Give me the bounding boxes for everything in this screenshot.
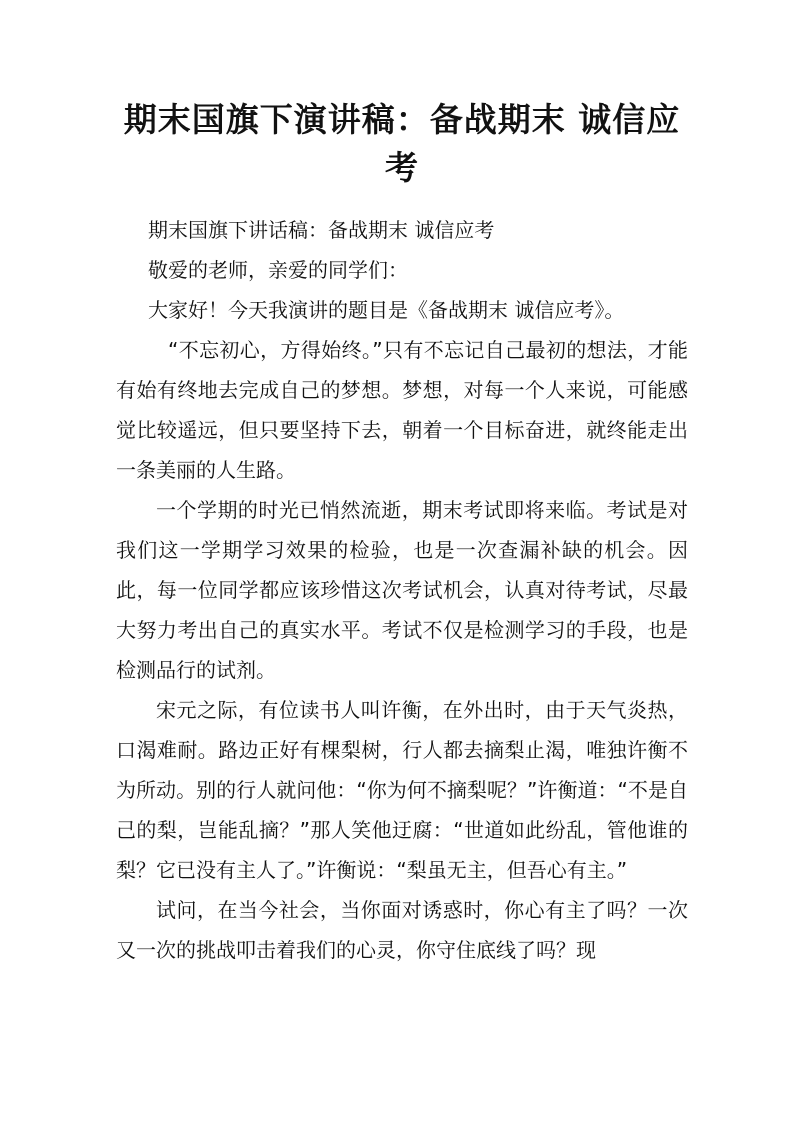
- paragraph-subtitle: 期末国旗下讲话稿：备战期末 诚信应考: [148, 218, 495, 242]
- document-page: [116, 96, 688, 970]
- document-title: 期末国旗下演讲稿：备战期末 诚信应考: [123, 100, 681, 187]
- document-body: [116, 210, 688, 970]
- paragraph-quote: “不忘初心，方得始终。”只有不忘记自己最初的想法，才能有始有终地去完成自己的梦想。梦想，对每一个人来说，可能感觉比较遥远，但只要坚持下去，朝着一个目标奋进，就终能走出一条美丽的人生路。: [116, 338, 688, 482]
- paragraph-question: 试问，在当今社会，当你面对诱惑时，你心有主了吗？一次又一次的挑战叩击着我们的心灵，你守住底线了吗？现: [116, 898, 688, 962]
- paragraph-story: 宋元之际，有位读书人叫许衡，在外出时，由于天气炎热，口渴难耐。路边正好有棵梨树，行人都去摘梨止渴，唯独许衡不为所动。别的行人就问他：“你为何不摘梨呢？”许衡道：“不是自己的梨，岂能乱摘？”那人笑他迂腐：“世道如此纷乱，管他谁的梨？它已没有主人了。”许衡说：“梨虽无主，但吾心有主。”: [116, 698, 688, 882]
- paragraph-exam: 一个学期的时光已悄然流逝，期末考试即将来临。考试是对我们这一学期学习效果的检验，也是一次查漏补缺的机会。因此，每一位同学都应该珍惜这次考试机会，认真对待考试，尽最大努力考出自己的真实水平。考试不仅是检测学习的手段，也是检测品行的试剂。: [116, 498, 688, 682]
- paragraph-greeting: 大家好！今天我演讲的题目是《备战期末 诚信应考》。: [148, 298, 625, 322]
- paragraph-salutation: 敬爱的老师，亲爱的同学们：: [148, 258, 408, 282]
